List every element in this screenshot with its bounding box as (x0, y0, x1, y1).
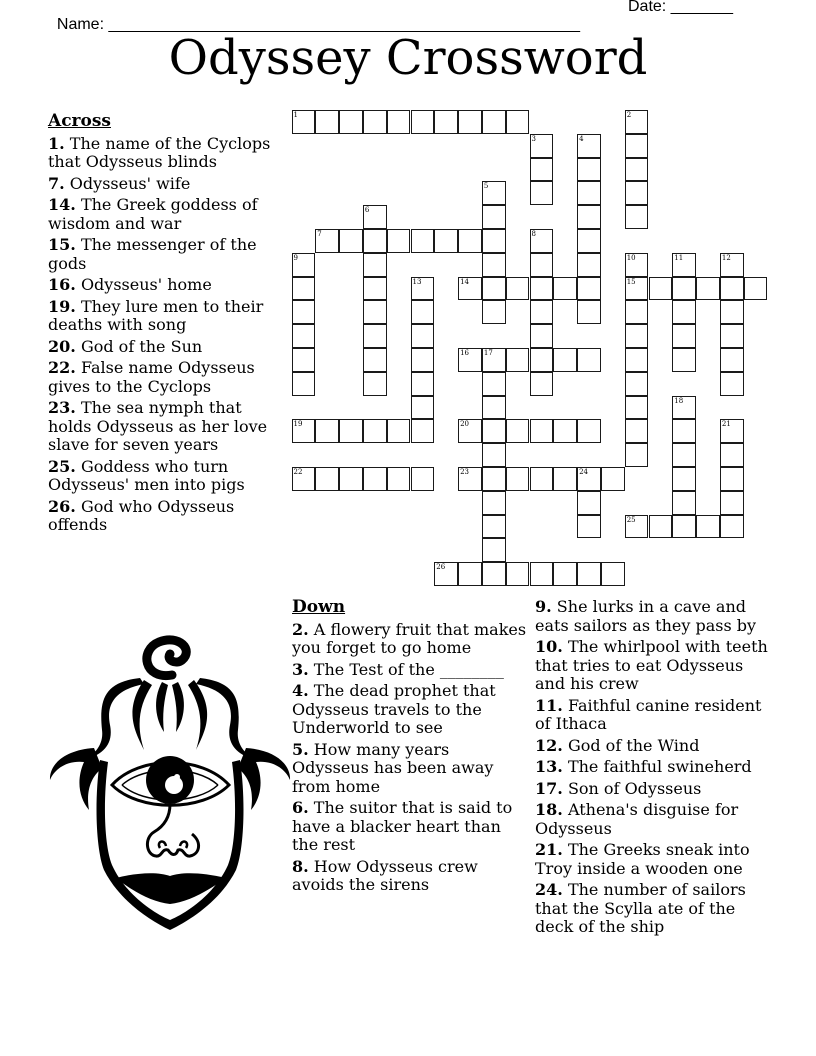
cell-number: 5 (483, 182, 489, 191)
clue-text: Goddess who turn Odysseus' men into pigs (48, 456, 245, 494)
grid-cell[interactable] (530, 229, 554, 253)
cell-number: 23 (460, 468, 470, 476)
grid-cell[interactable] (458, 110, 482, 134)
grid-cell[interactable] (530, 467, 554, 491)
grid-cell[interactable] (649, 277, 673, 301)
grid-cell[interactable] (506, 419, 530, 443)
grid-cell[interactable] (482, 277, 506, 301)
grid-cell[interactable] (482, 467, 506, 491)
across-heading: Across (48, 111, 111, 131)
cell-number: 13 (412, 277, 422, 286)
clue-number: 7. (48, 173, 65, 193)
grid-cell[interactable] (458, 348, 482, 372)
grid-cell[interactable] (363, 348, 387, 372)
grid-cell[interactable] (363, 372, 387, 396)
cell-number: 2 (626, 111, 632, 119)
clue-number: 18. (535, 800, 563, 819)
grid-cell[interactable] (553, 562, 577, 586)
grid-cell[interactable] (720, 300, 744, 324)
grid-cell[interactable] (625, 348, 649, 372)
clue-text: Son of Odysseus (567, 778, 702, 798)
grid-cell[interactable] (411, 419, 435, 443)
grid-cell[interactable] (482, 562, 506, 586)
down-clues-column-1 (292, 598, 528, 898)
grid-cell[interactable] (625, 396, 649, 420)
clue-number: 26. (48, 496, 76, 516)
clue-number: 5. (292, 739, 309, 759)
cell-number: 8 (531, 230, 536, 238)
grid-cell[interactable] (530, 300, 554, 324)
clue-item (48, 196, 280, 233)
grid-cell[interactable] (720, 515, 744, 539)
grid-cell[interactable] (363, 253, 387, 277)
grid-cell[interactable] (482, 110, 506, 134)
grid-cell[interactable] (577, 419, 601, 443)
clue-text: God of the Sun (80, 336, 203, 356)
grid-cell[interactable] (506, 562, 530, 586)
grid-cell[interactable] (411, 277, 435, 301)
clue-item (535, 841, 771, 878)
grid-cell[interactable] (577, 134, 601, 158)
grid-cell[interactable] (625, 205, 649, 229)
clue-text: They lure men to their deaths with song (48, 296, 264, 334)
clue-item (535, 881, 771, 937)
grid-cell[interactable] (363, 277, 387, 301)
clue-number: 13. (535, 757, 563, 776)
grid-cell[interactable] (411, 372, 435, 396)
clue-text: God who Odysseus offends (48, 496, 235, 534)
grid-cell[interactable] (577, 491, 601, 515)
date-field[interactable]: Date: _______ (628, 0, 733, 15)
grid-cell[interactable] (482, 372, 506, 396)
grid-cell[interactable] (625, 277, 649, 301)
clue-text: The whirlpool with teeth that tries to eat Odysseus and his crew (535, 637, 768, 693)
grid-cell[interactable] (411, 467, 435, 491)
clue-text: The number of sailors that the Scylla ate of the deck of the ship (535, 880, 746, 936)
clue-number: 11. (535, 695, 563, 715)
clue-text: The faithful swineherd (567, 757, 752, 776)
grid-cell[interactable] (649, 515, 673, 539)
clue-text: The Test of the ________ (313, 659, 504, 679)
down-heading: Down (292, 597, 346, 617)
grid-cell[interactable] (411, 300, 435, 324)
grid-cell[interactable] (387, 229, 411, 253)
clue-item (48, 135, 280, 172)
grid-cell[interactable] (530, 277, 554, 301)
grid-cell[interactable] (625, 253, 649, 277)
clue-number: 24. (535, 880, 563, 899)
grid-cell[interactable] (625, 110, 649, 134)
grid-cell[interactable] (292, 253, 316, 277)
grid-cell[interactable] (315, 110, 339, 134)
clue-number: 1. (48, 133, 65, 153)
cell-number: 22 (293, 468, 303, 476)
clue-text: The name of the Cyclops that Odysseus blinds (48, 133, 271, 171)
clue-item (535, 697, 771, 734)
grid-cell[interactable] (292, 348, 316, 372)
grid-cell[interactable] (577, 562, 601, 586)
grid-cell[interactable] (553, 277, 577, 301)
cell-number: 11 (674, 253, 684, 262)
clue-number: 3. (292, 659, 309, 679)
grid-cell[interactable] (506, 110, 530, 134)
cell-number: 17 (483, 349, 493, 357)
grid-cell[interactable] (577, 158, 601, 182)
clue-item (48, 458, 280, 495)
grid-cell[interactable] (315, 419, 339, 443)
grid-cell[interactable] (720, 277, 744, 301)
clue-item (535, 758, 771, 777)
grid-cell[interactable] (339, 467, 363, 491)
grid-cell[interactable] (506, 277, 530, 301)
grid-cell[interactable] (720, 253, 744, 277)
grid-cell[interactable] (530, 181, 554, 205)
grid-cell[interactable] (720, 324, 744, 348)
grid-cell[interactable] (339, 229, 363, 253)
grid-cell[interactable] (482, 348, 506, 372)
clue-item (535, 780, 771, 799)
clue-text: The suitor that is said to have a blacker heart than the rest (292, 798, 513, 854)
grid-cell[interactable] (411, 110, 435, 134)
clue-text: How many years Odysseus has been away from home (292, 739, 494, 796)
grid-cell[interactable] (720, 443, 744, 467)
grid-cell[interactable] (696, 515, 720, 539)
grid-cell[interactable] (506, 467, 530, 491)
crossword-grid (292, 110, 768, 586)
grid-cell[interactable] (720, 491, 744, 515)
grid-cell[interactable] (625, 515, 649, 539)
grid-cell[interactable] (530, 324, 554, 348)
grid-cell[interactable] (292, 467, 316, 491)
grid-cell[interactable] (553, 419, 577, 443)
grid-cell[interactable] (482, 300, 506, 324)
cell-number: 25 (626, 515, 636, 524)
cell-number: 18 (674, 396, 684, 405)
grid-cell[interactable] (482, 538, 506, 562)
grid-cell[interactable] (577, 467, 601, 491)
clue-item (48, 236, 280, 273)
clue-item (292, 661, 528, 680)
clue-number: 17. (535, 778, 563, 798)
grid-cell[interactable] (577, 205, 601, 229)
clue-item (292, 799, 528, 855)
clue-text: Odysseus' home (80, 275, 212, 294)
clue-text: Athena's disguise for Odysseus (535, 800, 739, 838)
grid-cell[interactable] (434, 562, 458, 586)
cell-number: 19 (293, 420, 303, 429)
grid-cell[interactable] (672, 515, 696, 539)
cell-number: 3 (531, 134, 536, 143)
grid-cell[interactable] (672, 467, 696, 491)
grid-cell[interactable] (672, 253, 696, 277)
grid-cell[interactable] (577, 300, 601, 324)
cell-number: 14 (460, 277, 470, 286)
grid-cell[interactable] (625, 181, 649, 205)
cell-number: 7 (317, 230, 322, 238)
clue-item (535, 737, 771, 756)
grid-cell[interactable] (672, 443, 696, 467)
cell-number: 6 (364, 206, 370, 215)
clue-text: She lurks in a cave and eats sailors as they pass by (535, 597, 757, 635)
grid-cell[interactable] (482, 253, 506, 277)
grid-cell[interactable] (292, 110, 316, 134)
cell-number: 9 (293, 253, 298, 262)
clue-item (48, 175, 280, 194)
clue-item (48, 338, 280, 357)
grid-cell[interactable] (482, 229, 506, 253)
clue-number: 14. (48, 195, 76, 214)
grid-cell[interactable] (672, 277, 696, 301)
grid-cell[interactable] (387, 110, 411, 134)
page-title: Odyssey Crossword (168, 30, 648, 86)
clue-item (48, 276, 280, 295)
clue-text: False name Odysseus gives to the Cyclops (48, 358, 255, 396)
clue-number: 12. (535, 735, 563, 755)
grid-cell[interactable] (601, 562, 625, 586)
cell-number: 21 (721, 420, 731, 429)
grid-cell[interactable] (601, 467, 625, 491)
clue-number: 8. (292, 856, 309, 876)
clue-number: 9. (535, 597, 552, 616)
cell-number: 12 (721, 253, 731, 262)
grid-cell[interactable] (411, 396, 435, 420)
grid-cell[interactable] (530, 372, 554, 396)
grid-cell[interactable] (292, 324, 316, 348)
grid-cell[interactable] (530, 419, 554, 443)
grid-cell[interactable] (292, 300, 316, 324)
grid-cell[interactable] (387, 419, 411, 443)
grid-cell[interactable] (506, 348, 530, 372)
grid-cell[interactable] (315, 229, 339, 253)
grid-cell[interactable] (363, 229, 387, 253)
grid-cell[interactable] (530, 134, 554, 158)
grid-cell[interactable] (672, 324, 696, 348)
clue-number: 4. (292, 681, 309, 700)
grid-cell[interactable] (482, 396, 506, 420)
clue-number: 22. (48, 358, 76, 377)
grid-cell[interactable] (530, 348, 554, 372)
grid-cell[interactable] (530, 253, 554, 277)
clue-number: 21. (535, 840, 563, 859)
grid-cell[interactable] (387, 467, 411, 491)
clue-item (48, 359, 280, 396)
clue-text: God of the Wind (567, 735, 700, 755)
grid-cell[interactable] (363, 205, 387, 229)
grid-cell[interactable] (434, 229, 458, 253)
down-clues-column-2 (535, 598, 771, 940)
clue-item (535, 801, 771, 838)
grid-cell[interactable] (363, 419, 387, 443)
grid-cell[interactable] (672, 396, 696, 420)
clue-text: The messenger of the gods (48, 235, 257, 273)
cell-number: 26 (436, 563, 446, 572)
cyclops-face-icon (44, 620, 294, 950)
cell-number: 20 (460, 420, 470, 429)
clue-item (48, 399, 280, 455)
clue-text: The Greeks sneak into Troy inside a wooden one (535, 840, 750, 878)
grid-cell[interactable] (625, 300, 649, 324)
grid-cell[interactable] (577, 181, 601, 205)
clue-item (292, 621, 528, 658)
grid-cell[interactable] (411, 324, 435, 348)
grid-cell[interactable] (553, 348, 577, 372)
grid-cell[interactable] (482, 181, 506, 205)
grid-cell[interactable] (482, 515, 506, 539)
grid-cell[interactable] (530, 562, 554, 586)
grid-cell[interactable] (577, 229, 601, 253)
cell-number: 16 (460, 349, 470, 357)
grid-cell[interactable] (292, 419, 316, 443)
clue-number: 15. (48, 235, 76, 254)
grid-cell[interactable] (482, 443, 506, 467)
grid-cell[interactable] (577, 253, 601, 277)
across-clues (48, 112, 280, 538)
grid-cell[interactable] (577, 348, 601, 372)
clue-item (48, 298, 280, 335)
grid-cell[interactable] (625, 443, 649, 467)
grid-cell[interactable] (482, 419, 506, 443)
grid-cell[interactable] (625, 324, 649, 348)
grid-cell[interactable] (458, 467, 482, 491)
clue-text: A flowery fruit that makes you forget to go home (292, 619, 527, 657)
grid-cell[interactable] (577, 277, 601, 301)
grid-cell[interactable] (339, 419, 363, 443)
grid-cell[interactable] (292, 372, 316, 396)
grid-cell[interactable] (696, 277, 720, 301)
grid-cell[interactable] (292, 277, 316, 301)
clue-item (535, 638, 771, 694)
grid-cell[interactable] (458, 229, 482, 253)
grid-cell[interactable] (458, 562, 482, 586)
clue-number: 25. (48, 456, 76, 476)
clue-number: 16. (48, 275, 76, 294)
clue-item (535, 598, 771, 635)
clue-number: 19. (48, 296, 76, 316)
grid-cell[interactable] (720, 419, 744, 443)
grid-cell[interactable] (720, 372, 744, 396)
grid-cell[interactable] (458, 277, 482, 301)
grid-cell[interactable] (363, 467, 387, 491)
clue-text: Faithful canine resident of Ithaca (535, 695, 762, 733)
grid-cell[interactable] (315, 467, 339, 491)
grid-cell[interactable] (625, 419, 649, 443)
clue-text: The sea nymph that holds Odysseus as her love slave for seven years (48, 398, 268, 454)
grid-cell[interactable] (339, 110, 363, 134)
cell-number: 1 (293, 111, 298, 119)
clue-number: 10. (535, 637, 563, 656)
grid-cell[interactable] (553, 467, 577, 491)
grid-cell[interactable] (672, 300, 696, 324)
grid-cell[interactable] (672, 419, 696, 443)
clue-item (292, 682, 528, 738)
grid-cell[interactable] (672, 348, 696, 372)
grid-cell[interactable] (720, 348, 744, 372)
cell-number: 24 (579, 468, 589, 476)
clue-item (292, 741, 528, 797)
grid-cell[interactable] (434, 110, 458, 134)
grid-cell[interactable] (744, 277, 768, 301)
grid-cell[interactable] (482, 491, 506, 515)
grid-cell[interactable] (720, 467, 744, 491)
clue-text: The dead prophet that Odysseus travels to the Underworld to see (292, 681, 496, 737)
clue-text: The Greek goddess of wisdom and war (48, 195, 258, 233)
grid-cell[interactable] (625, 158, 649, 182)
grid-cell[interactable] (411, 229, 435, 253)
grid-cell[interactable] (458, 419, 482, 443)
grid-cell[interactable] (363, 324, 387, 348)
clue-text: Odysseus' wife (69, 173, 191, 193)
grid-cell[interactable] (411, 348, 435, 372)
clue-item (292, 858, 528, 895)
grid-cell[interactable] (625, 372, 649, 396)
clue-number: 2. (292, 619, 309, 639)
name-field[interactable]: Name: _____________________________________________________ (56, 16, 581, 33)
clue-number: 6. (292, 798, 309, 817)
clue-text: How Odysseus crew avoids the sirens (292, 856, 478, 894)
cell-number: 4 (579, 134, 584, 143)
grid-cell[interactable] (625, 134, 649, 158)
grid-cell[interactable] (363, 110, 387, 134)
clue-item (48, 498, 280, 535)
clue-number: 20. (48, 336, 76, 356)
grid-cell[interactable] (577, 515, 601, 539)
grid-cell[interactable] (672, 491, 696, 515)
grid-cell[interactable] (363, 300, 387, 324)
cell-number: 15 (626, 277, 636, 286)
cell-number: 10 (626, 253, 636, 262)
grid-cell[interactable] (530, 158, 554, 182)
grid-cell[interactable] (482, 205, 506, 229)
clue-number: 23. (48, 398, 76, 417)
